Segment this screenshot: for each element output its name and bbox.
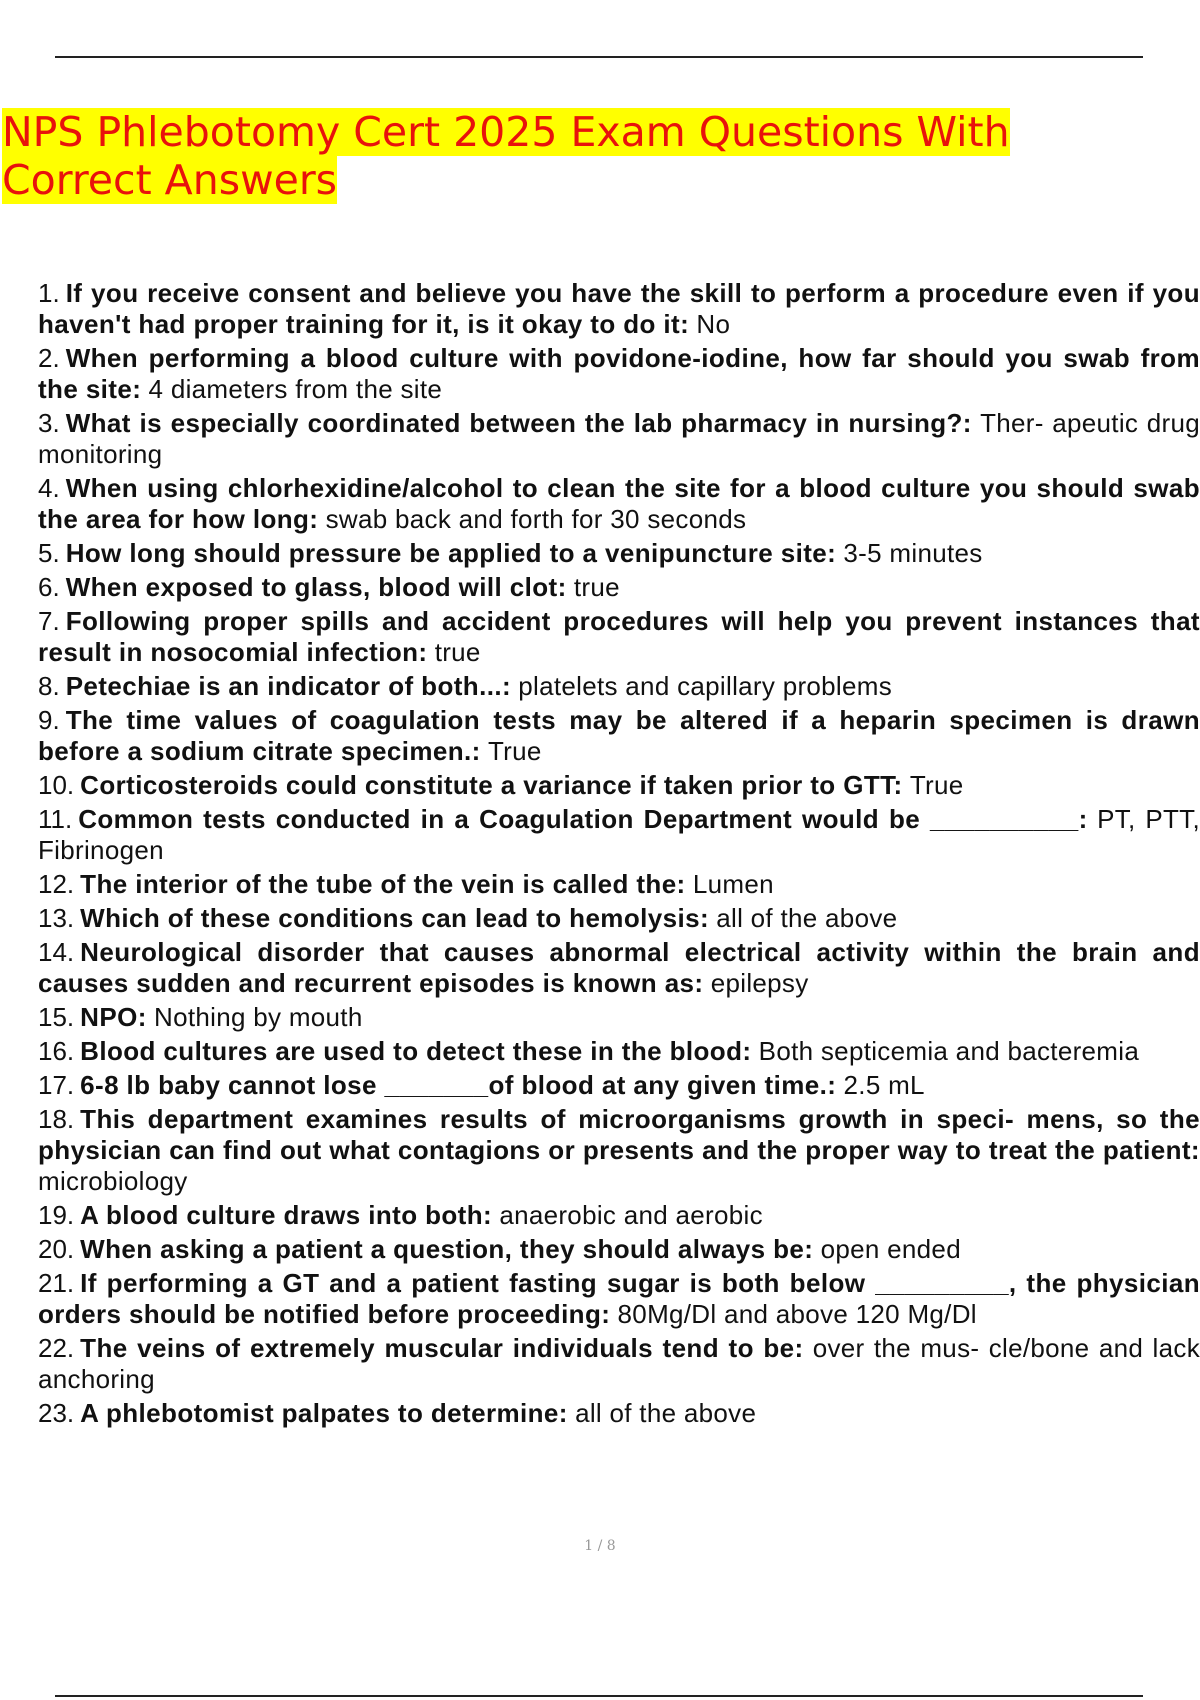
question-number: 15.	[38, 1002, 75, 1032]
question-number: 9.	[38, 705, 60, 735]
answer-text: platelets and capillary problems	[518, 671, 893, 701]
answer-text: Nothing by mouth	[154, 1002, 363, 1032]
answer-text: True	[487, 736, 542, 766]
question-text: Blood cultures are used to detect these in the blood:	[80, 1036, 752, 1066]
question-number: 22.	[38, 1333, 75, 1363]
question-list	[30, 278, 1200, 1432]
answer-text: Ther- apeutic drug monitoring	[38, 408, 1200, 469]
question-text: When exposed to glass, blood will clot:	[65, 572, 567, 602]
question-item-22	[30, 1333, 1200, 1395]
answer-text: microbiology	[38, 1166, 188, 1196]
question-number: 18.	[38, 1104, 75, 1134]
answer-text: 3-5 minutes	[843, 538, 983, 568]
top-divider	[55, 56, 1143, 58]
question-text: This department examines results of microorganisms growth in speci- mens, so the physician can find out what contagions or presents and the proper way to treat the patient:	[38, 1104, 1200, 1165]
question-text: A phlebotomist palpates to determine:	[80, 1398, 568, 1428]
question-number: 6.	[38, 572, 60, 602]
question-text: When performing a blood culture with povidone-iodine, how far should you swab from the site:	[38, 343, 1200, 404]
question-item-4	[30, 473, 1200, 535]
question-item-16	[30, 1036, 1200, 1067]
question-text: If you receive consent and believe you have the skill to perform a procedure even if you haven't had proper training for it, is it okay to do it:	[38, 278, 1200, 339]
answer-text: 2.5 mL	[843, 1070, 925, 1100]
question-item-23	[30, 1398, 1200, 1429]
answer-text: 4 diameters from the site	[148, 374, 443, 404]
answer-text: open ended	[820, 1234, 961, 1264]
question-number: 1.	[38, 278, 60, 308]
answer-text: all of the above	[716, 903, 898, 933]
question-text: If performing a GT and a patient fasting sugar is both below _________, the physician orders should be notified before proceeding:	[38, 1268, 1200, 1329]
question-number: 5.	[38, 538, 60, 568]
question-text: Neurological disorder that causes abnormal electrical activity within the brain and causes sudden and recurrent episodes is known as:	[38, 937, 1200, 998]
question-item-13	[30, 903, 1200, 934]
question-item-14	[30, 937, 1200, 999]
question-item-19	[30, 1200, 1200, 1231]
answer-text: 80Mg/Dl and above 120 Mg/Dl	[617, 1299, 977, 1329]
answer-text: Both septicemia and bacteremia	[758, 1036, 1140, 1066]
question-number: 8.	[38, 671, 60, 701]
question-text: What is especially coordinated between the lab pharmacy in nursing?:	[65, 408, 972, 438]
question-item-8	[30, 671, 1200, 702]
question-text: The veins of extremely muscular individuals tend to be:	[80, 1333, 804, 1363]
answer-text: swab back and forth for 30 seconds	[325, 504, 747, 534]
question-item-20	[30, 1234, 1200, 1265]
question-text: 6-8 lb baby cannot lose _______of blood at any given time.:	[80, 1070, 837, 1100]
answer-text: all of the above	[575, 1398, 757, 1428]
question-item-15	[30, 1002, 1200, 1033]
question-item-17	[30, 1070, 1200, 1101]
question-text: Petechiae is an indicator of both...:	[65, 671, 511, 701]
question-text: When using chlorhexidine/alcohol to clean the site for a blood culture you should swab the area for how long:	[38, 473, 1200, 534]
document-title	[2, 108, 1152, 204]
page-number: 1 / 8	[584, 1538, 616, 1554]
question-text: Which of these conditions can lead to hemolysis:	[80, 903, 709, 933]
question-item-7	[30, 606, 1200, 668]
question-text: NPO:	[80, 1002, 147, 1032]
question-item-1	[30, 278, 1200, 340]
question-item-21	[30, 1268, 1200, 1330]
question-text: The interior of the tube of the vein is called the:	[80, 869, 686, 899]
question-item-5	[30, 538, 1200, 569]
answer-text: PT, PTT, Fibrinogen	[38, 804, 1200, 865]
answer-text: over the mus- cle/bone and lack anchoring	[38, 1333, 1200, 1394]
question-text: Following proper spills and accident procedures will help you prevent instances that result in nosocomial infection:	[38, 606, 1200, 667]
question-item-11	[30, 804, 1200, 866]
question-item-6	[30, 572, 1200, 603]
answer-text: Lumen	[692, 869, 774, 899]
answer-text: epilepsy	[710, 968, 809, 998]
question-text: When asking a patient a question, they should always be:	[80, 1234, 814, 1264]
question-text: Common tests conducted in a Coagulation Department would be __________:	[78, 804, 1088, 834]
question-item-2	[30, 343, 1200, 405]
question-item-18	[30, 1104, 1200, 1197]
document-title-text: NPS Phlebotomy Cert 2025 Exam Questions With Correct Answers	[2, 108, 1010, 204]
question-number: 10.	[38, 770, 75, 800]
answer-text: True	[909, 770, 964, 800]
question-text: How long should pressure be applied to a venipuncture site:	[65, 538, 837, 568]
answer-text: true	[573, 572, 620, 602]
question-number: 21.	[38, 1268, 75, 1298]
answer-text: anaerobic and aerobic	[499, 1200, 763, 1230]
question-item-3	[30, 408, 1200, 470]
question-number: 14.	[38, 937, 75, 967]
bottom-divider	[55, 1695, 1143, 1697]
answer-text: No	[696, 309, 731, 339]
question-item-12	[30, 869, 1200, 900]
question-number: 16.	[38, 1036, 75, 1066]
question-number: 20.	[38, 1234, 75, 1264]
question-number: 12.	[38, 869, 75, 899]
question-number: 7.	[38, 606, 60, 636]
question-number: 13.	[38, 903, 75, 933]
answer-text: true	[434, 637, 481, 667]
question-number: 23.	[38, 1398, 75, 1428]
question-number: 11.	[38, 804, 73, 834]
question-number: 3.	[38, 408, 60, 438]
question-text: Corticosteroids could constitute a variance if taken prior to GTT:	[80, 770, 903, 800]
question-text: A blood culture draws into both:	[80, 1200, 493, 1230]
question-number: 2.	[38, 343, 60, 373]
question-number: 17.	[38, 1070, 75, 1100]
question-number: 19.	[38, 1200, 75, 1230]
question-text: The time values of coagulation tests may be altered if a heparin specimen is drawn before a sodium citrate specimen.:	[38, 705, 1200, 766]
question-number: 4.	[38, 473, 60, 503]
question-item-9	[30, 705, 1200, 767]
question-item-10	[30, 770, 1200, 801]
